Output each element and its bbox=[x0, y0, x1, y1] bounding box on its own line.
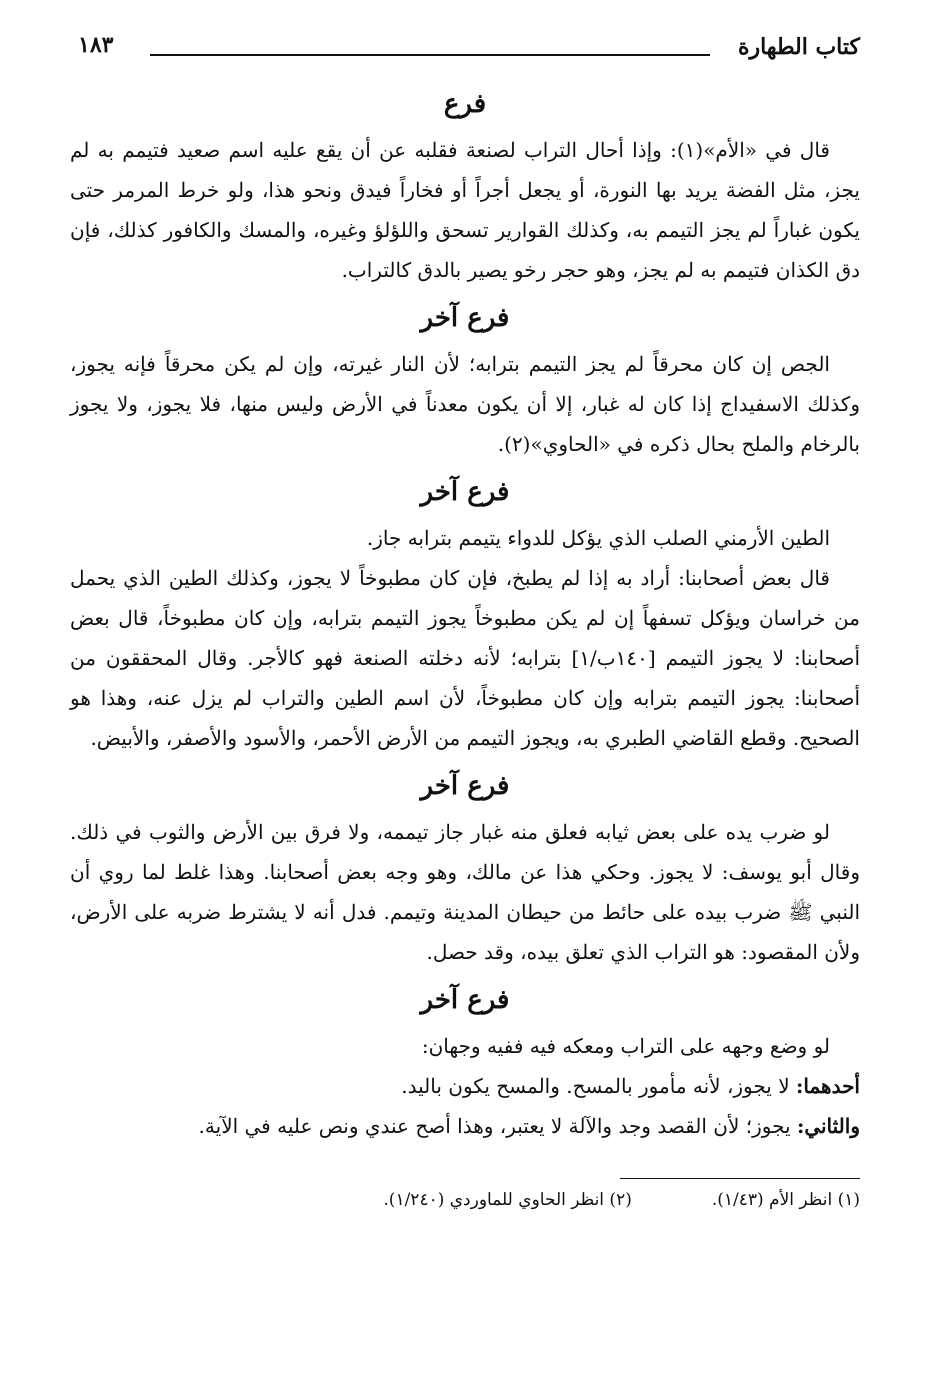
header-rule bbox=[150, 54, 710, 56]
page-number: ١٨٣ bbox=[78, 32, 114, 58]
section-heading: فرع آخر bbox=[420, 477, 510, 507]
section-heading: فرع آخر bbox=[420, 771, 510, 801]
opinion-lead: والثاني: bbox=[796, 1114, 860, 1138]
section-heading: فرع bbox=[443, 89, 487, 119]
section-1 bbox=[70, 84, 860, 290]
section-3 bbox=[70, 472, 860, 758]
paragraph: لو ضرب يده على بعض ثيابه فعلق منه غبار جاز تيممه، ولا فرق بين الأرض والثوب في ذلك. وقال أبو يوسف: لا يجوز. وحكي هذا عن مالك، وهو وجه بعض أصحابنا. وهذا غلط لما روي أن النبي ﷺ ضرب بيده على حائط من حيطان المدينة وتيمم. فدل أنه لا يشترط ضربه على الأرض، ولأن المقصود: هو التراب الذي تعلق بيده، وقد حصل. bbox=[70, 820, 860, 964]
opinion-text: لا يجوز، لأنه مأمور بالمسح. والمسح يكون باليد. bbox=[401, 1074, 796, 1098]
paragraph: قال في «الأم»(١): وإذا أحال التراب لصنعة فقلبه عن أن يقع عليه اسم صعيد فتيمم به لم يجز، مثل الفضة يريد بها النورة، أو يجعل أجراً أو فخاراً فيدق ونحو هذا، ولو خرط المرمر حتى يكون غباراً لم يجز التيمم به، وكذلك القوارير تسحق واللؤلؤ وغيره، والمسك والكافور كذلك، فإن دق الكذان فتيمم به لم يجز، وهو حجر رخو يصير بالدق كالتراب. bbox=[70, 138, 860, 282]
opinion-paragraph bbox=[70, 1066, 860, 1106]
section-2 bbox=[70, 298, 860, 464]
paragraph: الطين الأرمني الصلب الذي يؤكل للدواء يتيمم بترابه جاز. bbox=[366, 526, 830, 550]
paragraph: الجص إن كان محرقاً لم يجز التيمم بترابه؛ لأن النار غيرته، وإن لم يكن محرقاً فإنه يجوز، وكذلك الاسفيداج إذا كان له غبار، إلا أن يكون معدناً في الأرض وليس منها، فلا يجوز، ولا يجوز بالرخام والملح بحال ذكره في «الحاوي»(٢). bbox=[70, 352, 860, 456]
paragraph: لو وضع وجهه على التراب ومعكه فيه ففيه وجهان: bbox=[421, 1034, 830, 1058]
page-header bbox=[70, 30, 860, 76]
footnotes bbox=[70, 1185, 860, 1215]
footnote-1: (١) انظر الأم (١/٤٣). bbox=[711, 1190, 860, 1210]
section-4 bbox=[70, 766, 860, 972]
section-5 bbox=[70, 980, 860, 1146]
page bbox=[70, 30, 860, 1215]
section-heading: فرع آخر bbox=[420, 985, 510, 1015]
opinion-paragraph bbox=[70, 1106, 860, 1146]
footnote-rule bbox=[620, 1178, 860, 1179]
book-title: كتاب الطهارة bbox=[737, 34, 860, 60]
section-heading: فرع آخر bbox=[420, 303, 510, 333]
opinion-lead: أحدهما: bbox=[795, 1074, 860, 1098]
paragraph: قال بعض أصحابنا: أراد به إذا لم يطبخ، فإن كان مطبوخاً لا يجوز، وكذلك الطين الذي يحمل من خراسان ويؤكل تسفهاً إن لم يكن مطبوخاً يجوز التيمم بترابه، وإن كان مطبوخاً، قال بعض أصحابنا: لا يجوز التيمم [١٤٠ب/١] بترابه؛ لأنه دخلته الصنعة فهو كالأجر. وقال المحققون من أصحابنا: يجوز التيمم بترابه وإن كان مطبوخاً، لأن اسم الطين والتراب لم يزل عنه، وهذا هو الصحيح. وقطع القاضي الطبري به، ويجوز التيمم من الأرض الأحمر، والأسود والأصفر، والأبيض. bbox=[70, 566, 860, 750]
opinion-text: يجوز؛ لأن القصد وجد والآلة لا يعتبر، وهذا أصح عندي ونص عليه في الآية. bbox=[198, 1114, 797, 1138]
footnote-2: (٢) انظر الحاوي للماوردي (١/٢٤٠). bbox=[383, 1190, 632, 1210]
